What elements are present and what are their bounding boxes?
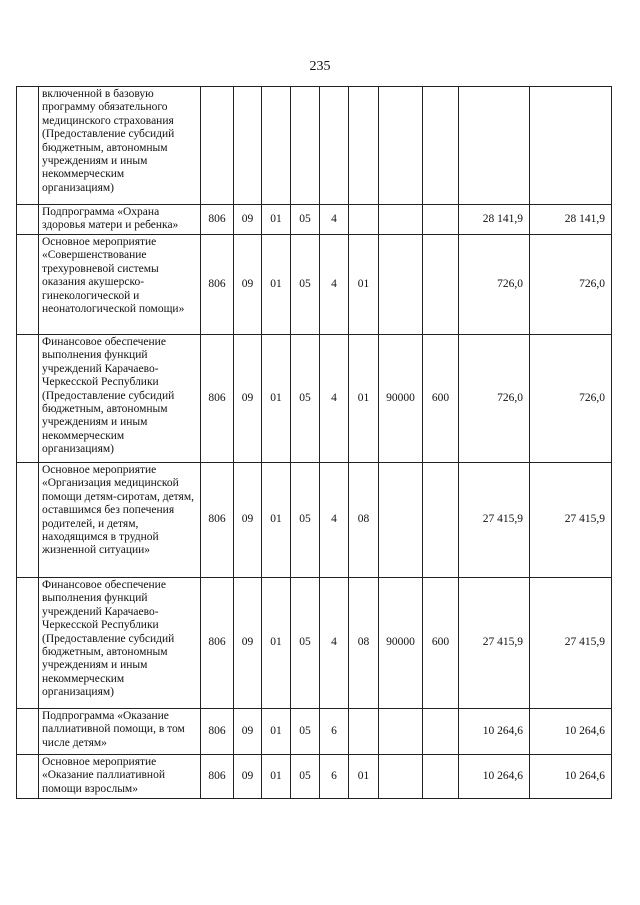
amount-2-cell: [530, 87, 612, 205]
amount-1-cell: 10 264,6: [459, 755, 530, 799]
subprogram-code-cell: 4: [320, 235, 349, 335]
program-code-cell: 05: [291, 578, 320, 709]
expense-type-cell: [423, 709, 459, 755]
direction-code-cell: [379, 87, 423, 205]
row-name-cell: Основное мероприятие «Оказание паллиативной помощи взрослым»: [39, 755, 201, 799]
section-code-cell: 09: [234, 335, 262, 463]
section-code-cell: 09: [234, 755, 262, 799]
subsection-code-cell: 01: [262, 709, 291, 755]
event-code-cell: [349, 205, 379, 235]
row-index-cell: [17, 87, 39, 205]
section-code-cell: 09: [234, 709, 262, 755]
amount-2-cell: 28 141,9: [530, 205, 612, 235]
subprogram-code-cell: 4: [320, 578, 349, 709]
budget-table: [16, 86, 612, 799]
event-code-cell: [349, 87, 379, 205]
admin-code-cell: 806: [201, 235, 234, 335]
amount-2-cell: 726,0: [530, 235, 612, 335]
program-code-cell: 05: [291, 463, 320, 578]
direction-code-cell: [379, 755, 423, 799]
subprogram-code-cell: 4: [320, 335, 349, 463]
subprogram-code-cell: [320, 87, 349, 205]
row-index-cell: [17, 205, 39, 235]
amount-1-cell: 27 415,9: [459, 463, 530, 578]
row-name-cell: включенной в базовую программу обязательного медицинского страхования (Предоставление субсидий бюджетным, автономным учреждениям и иным некоммерческим организациям): [39, 87, 201, 205]
subsection-code-cell: 01: [262, 578, 291, 709]
amount-2-cell: 10 264,6: [530, 709, 612, 755]
expense-type-cell: [423, 755, 459, 799]
admin-code-cell: 806: [201, 463, 234, 578]
subsection-code-cell: 01: [262, 235, 291, 335]
event-code-cell: 01: [349, 335, 379, 463]
table-row: [17, 205, 612, 235]
event-code-cell: [349, 709, 379, 755]
subsection-code-cell: [262, 87, 291, 205]
row-index-cell: [17, 755, 39, 799]
table-row: [17, 335, 612, 463]
event-code-cell: 08: [349, 578, 379, 709]
subsection-code-cell: 01: [262, 335, 291, 463]
subprogram-code-cell: 4: [320, 205, 349, 235]
table-row: [17, 463, 612, 578]
section-code-cell: 09: [234, 463, 262, 578]
admin-code-cell: 806: [201, 755, 234, 799]
expense-type-cell: [423, 463, 459, 578]
amount-2-cell: 726,0: [530, 335, 612, 463]
section-code-cell: 09: [234, 235, 262, 335]
program-code-cell: 05: [291, 235, 320, 335]
direction-code-cell: 90000: [379, 578, 423, 709]
row-index-cell: [17, 463, 39, 578]
amount-1-cell: 27 415,9: [459, 578, 530, 709]
program-code-cell: 05: [291, 335, 320, 463]
amount-2-cell: 27 415,9: [530, 463, 612, 578]
row-index-cell: [17, 709, 39, 755]
admin-code-cell: [201, 87, 234, 205]
section-code-cell: 09: [234, 578, 262, 709]
section-code-cell: 09: [234, 205, 262, 235]
expense-type-cell: [423, 205, 459, 235]
admin-code-cell: 806: [201, 578, 234, 709]
amount-1-cell: 28 141,9: [459, 205, 530, 235]
expense-type-cell: [423, 235, 459, 335]
row-name-cell: Финансовое обеспечение выполнения функций учреждений Карачаево-Черкесской Республики (Предоставление субсидий бюджетным, автономным учреждениям и иным некоммерческим организациям): [39, 578, 201, 709]
direction-code-cell: [379, 709, 423, 755]
row-name-cell: Основное мероприятие «Организация медицинской помощи детям-сиротам, детям, оставшимся без попечения родителей, и детям, находящимся в трудной жизненной ситуации»: [39, 463, 201, 578]
amount-2-cell: 27 415,9: [530, 578, 612, 709]
direction-code-cell: 90000: [379, 335, 423, 463]
row-name-cell: Подпрограмма «Охрана здоровья матери и ребенка»: [39, 205, 201, 235]
admin-code-cell: 806: [201, 205, 234, 235]
row-name-cell: Финансовое обеспечение выполнения функций учреждений Карачаево-Черкесской Республики (Предоставление субсидий бюджетным, автономным учреждениям и иным некоммерческим организациям): [39, 335, 201, 463]
program-code-cell: [291, 87, 320, 205]
row-index-cell: [17, 578, 39, 709]
amount-1-cell: [459, 87, 530, 205]
row-name-cell: Основное мероприятие «Совершенствование трехуровневой системы оказания акушерско-гинекологической и неонатологической помощи»: [39, 235, 201, 335]
row-index-cell: [17, 335, 39, 463]
program-code-cell: 05: [291, 709, 320, 755]
program-code-cell: 05: [291, 755, 320, 799]
program-code-cell: 05: [291, 205, 320, 235]
event-code-cell: 08: [349, 463, 379, 578]
event-code-cell: 01: [349, 755, 379, 799]
page-number: 235: [309, 59, 331, 74]
table-row: [17, 578, 612, 709]
subsection-code-cell: 01: [262, 463, 291, 578]
row-name-cell: Подпрограмма «Оказание паллиативной помощи, в том числе детям»: [39, 709, 201, 755]
expense-type-cell: [423, 87, 459, 205]
section-code-cell: [234, 87, 262, 205]
row-index-cell: [17, 235, 39, 335]
expense-type-cell: 600: [423, 578, 459, 709]
subsection-code-cell: 01: [262, 205, 291, 235]
table-row: [17, 709, 612, 755]
admin-code-cell: 806: [201, 335, 234, 463]
direction-code-cell: [379, 205, 423, 235]
amount-1-cell: 726,0: [459, 335, 530, 463]
direction-code-cell: [379, 463, 423, 578]
subsection-code-cell: 01: [262, 755, 291, 799]
event-code-cell: 01: [349, 235, 379, 335]
amount-2-cell: 10 264,6: [530, 755, 612, 799]
table-row: [17, 235, 612, 335]
amount-1-cell: 10 264,6: [459, 709, 530, 755]
table-row: [17, 87, 612, 205]
table-row: [17, 755, 612, 799]
amount-1-cell: 726,0: [459, 235, 530, 335]
expense-type-cell: 600: [423, 335, 459, 463]
subprogram-code-cell: 4: [320, 463, 349, 578]
admin-code-cell: 806: [201, 709, 234, 755]
subprogram-code-cell: 6: [320, 755, 349, 799]
direction-code-cell: [379, 235, 423, 335]
subprogram-code-cell: 6: [320, 709, 349, 755]
